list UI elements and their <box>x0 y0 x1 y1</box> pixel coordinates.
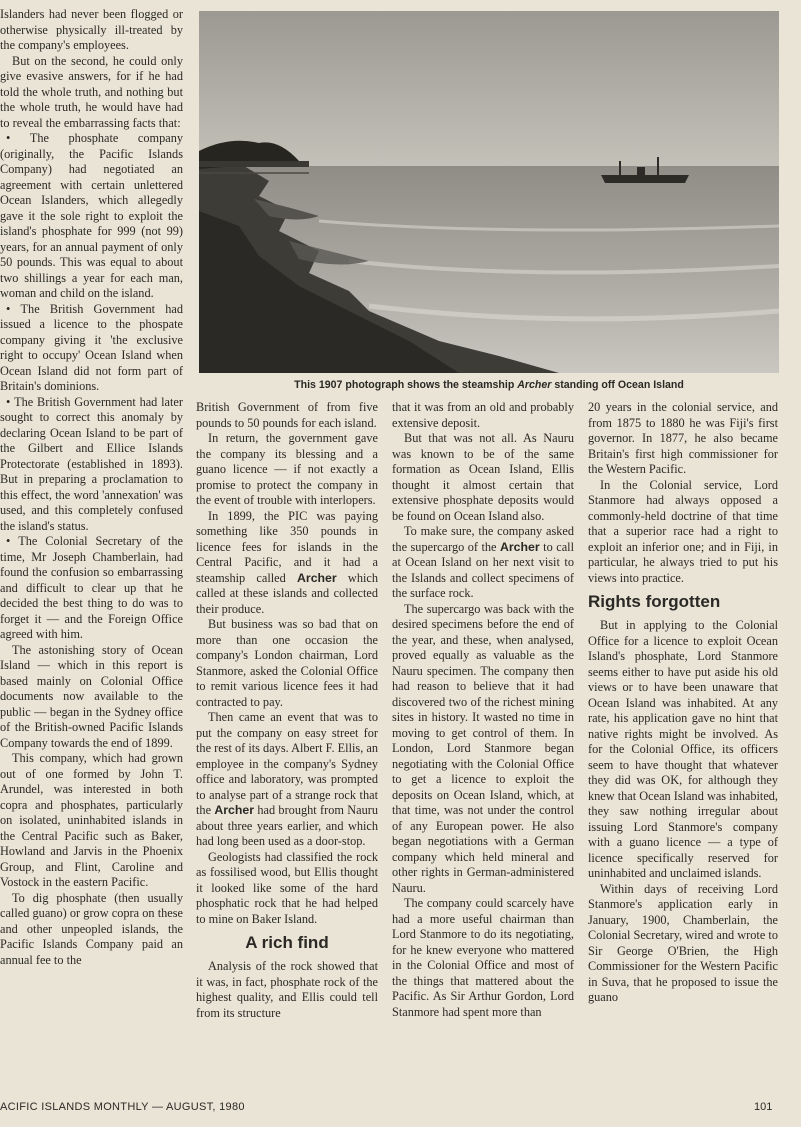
text-run: had brought from Nauru about three years earlier, and which had long been used as a door-stop. <box>196 803 378 848</box>
paragraph: To dig phosphate (then usually called guano) or grow copra on these and other unpeopled islands, the Pacific Islands Company paid an annual fee to the <box>0 890 183 967</box>
paragraph: Analysis of the rock showed that it was, in fact, phosphate rock of the highest quality, and Ellis could tell from its structure <box>196 959 378 1020</box>
ship-name: Archer <box>214 803 255 817</box>
footer-publication: ACIFIC ISLANDS MONTHLY — AUGUST, 1980 <box>0 1101 245 1113</box>
paragraph: This company, which had grown out of one formed by John T. Arundel, was interested in both copra and phosphates, particularly on isolated, uninhabited islands in the Central Pacific such as Baker, Howland and Jarvis in the Phoenix Group, and Flint, Caroline and Vostock in the eastern Pacific. <box>0 751 183 889</box>
paragraph: The company could scarcely have had a more useful chairman than Lord Stanmore to do its negotiating, for he knew everyone who mattered in the Colonial Office and most of the things that mattered about the Pacific. As Sir Arthur Gordon, Lord Stanmore had spent more than <box>392 896 574 1019</box>
photo-caption <box>199 379 779 391</box>
paragraph: But that was not all. As Nauru was known to be of the same formation as Ocean Island, Ellis thought it almost certain that extensive phosphate deposits would be found on Ocean Island also. <box>392 431 574 523</box>
paragraph: British Government of from five pounds to 50 pounds for each island. <box>196 400 378 430</box>
text-run: In 1899, the PIC was paying something like 350 pounds in licence fees for islands in the Central Pacific, and it had a steamship called <box>196 508 378 585</box>
paragraph: that it was from an old and probably extensive deposit. <box>392 400 574 430</box>
page-number: 101 <box>754 1101 773 1113</box>
bullet-paragraph: • The phosphate company (originally, the Pacific Islands Company) had negotiated an agreement with certain unlettered Ocean Islanders, which allegedly gave it the sole right to exploit the island's phosphate for 999 (not 99) years, for an annual payment of only 50 pounds. This was equal to about two shillings a year for each man, woman and child on the island. <box>0 131 183 302</box>
text-run: To make sure, the company asked the supercargo of the <box>392 524 574 554</box>
paragraph: But on the second, he could only give evasive answers, for if he had told the whole truth, and nothing but the whole truth, he would have had to reveal the embarrassing facts that: <box>0 53 183 130</box>
ship-name: Archer <box>500 539 540 554</box>
article-column-2 <box>196 400 378 1090</box>
paragraph: In the Colonial service, Lord Stanmore had always opposed a commonly-held doctrine of that time that a superior race had a right to exploit an inferior one; and in Fiji, in particular, he always tried to put his views into practice. <box>588 477 778 585</box>
photo-image <box>199 11 779 373</box>
paragraph: But in applying to the Colonial Office for a licence to exploit Ocean Island's phosphate, Lord Stanmore seems either to have put aside his old views or to have been unaware that Ocean Island was inhabited. At any rate, his application gave no hint that native rights might be involved. As for the Colonial Office, its officers seem to have thought that whatever they did was OK, for although they knew that Ocean Island was inhabited, they saw nothing irregular about issuing Lord Stanmore's company with a guano licence — a type of licence specifically reserved for uninhabited and unclaimed islands. <box>588 618 778 880</box>
bullet-paragraph: • The British Government had issued a licence to the phospate company giving it 'the exclusive right to occupy' Ocean Island when Ocean Island did not form part of Britain's dominions. <box>0 302 183 395</box>
caption-ship-name: Archer <box>517 379 552 391</box>
bullet-paragraph: • The Colonial Secretary of the time, Mr Joseph Chamberlain, had found the confusion so embarrassing and difficult to clear up that he decided the best thing to do was to forget it — and the Foreign Office agreed with him. <box>0 534 183 643</box>
article-column-4 <box>588 400 778 1090</box>
bullet-paragraph: • The British Government had later sought to correct this anomaly by declaring Ocean Island to be part of the Gilbert and Ellice Islands Protectorate (established in 1893). But in preparing a proclamation to this effect, the word 'annexation' was used, and this completely confused the island's status. <box>0 395 183 535</box>
paragraph: Geologists had classified the rock as fossilised wood, but Ellis thought it looked like some of the hard phosphatic rock that he had helped to mine on Baker Island. <box>196 849 378 926</box>
paragraph: But business was so bad that on more than one occasion the company's London chairman, Lord Stanmore, asked the Colonial Office to remit various licence fees it had contracted to pay. <box>196 617 378 709</box>
text-run: which called at these islands and collected their produce. <box>196 570 378 616</box>
paragraph <box>196 710 378 850</box>
paragraph: In return, the government gave the company its blessing and a guano licence — if not exactly a promise to protect the company in the event of trouble with interlopers. <box>196 431 378 507</box>
caption-text: standing off Ocean Island <box>551 379 684 391</box>
paragraph: Within days of receiving Lord Stanmore's application early in January, 1900, Chamberlain, the Colonial Secretary, wired and wrote to Sir George O'Brien, the High Commissioner for the Western Pacific in Suva, that he proposed to issue the guano <box>588 881 778 1004</box>
paragraph: Islanders had never been flogged or otherwise physically ill-treated by the company's employees. <box>0 7 183 52</box>
article-column-3 <box>392 400 574 1090</box>
paragraph: 20 years in the colonial service, and from 1875 to 1880 he was Fiji's first governor. In 1877, he also became Britain's first high commissioner for the Western Pacific. <box>588 400 778 476</box>
paragraph: The astonishing story of Ocean Island — which in this report is based mainly on Colonial Office documents now available to the public — began in the Sydney office of the British-owned Pacific Islands Company towards the end of 1899. <box>0 642 183 750</box>
ship-name: Archer <box>297 570 337 585</box>
caption-text: This 1907 photograph shows the steamship <box>294 379 518 391</box>
paragraph <box>196 509 378 618</box>
paragraph <box>392 524 574 602</box>
text-run: to call at Ocean Island on her next visit to the Islands and collect specimens of the surface rock. <box>392 539 574 600</box>
section-heading: A rich find <box>245 933 329 952</box>
article-column-1 <box>0 7 183 1069</box>
text-run: Then came an event that was to put the company on easy street for the rest of its days. Albert F. Ellis, an employee in the company's Sydney office and laboratory, was prompted to analyse part of a strange rock that the <box>196 710 378 817</box>
section-heading: Rights forgotten <box>588 592 721 611</box>
paragraph: The supercargo was back with the desired specimens before the end of the year, and these, when analysed, proved equally as valuable as the Nauru specimen. The company then had reason to believe that it had discovered two of the richest mining sites in history. It wasted no time in moving to get control of them. In London, Lord Stanmore began negotiating with the Colonial Office to get a licence to exploit the deposits on Ocean Island, which, at that time, was not under the control of any European power. He also began negotiations with a German company which held mineral and other rights in German-administered Nauru. <box>392 601 574 895</box>
steamship-photograph <box>199 11 779 373</box>
